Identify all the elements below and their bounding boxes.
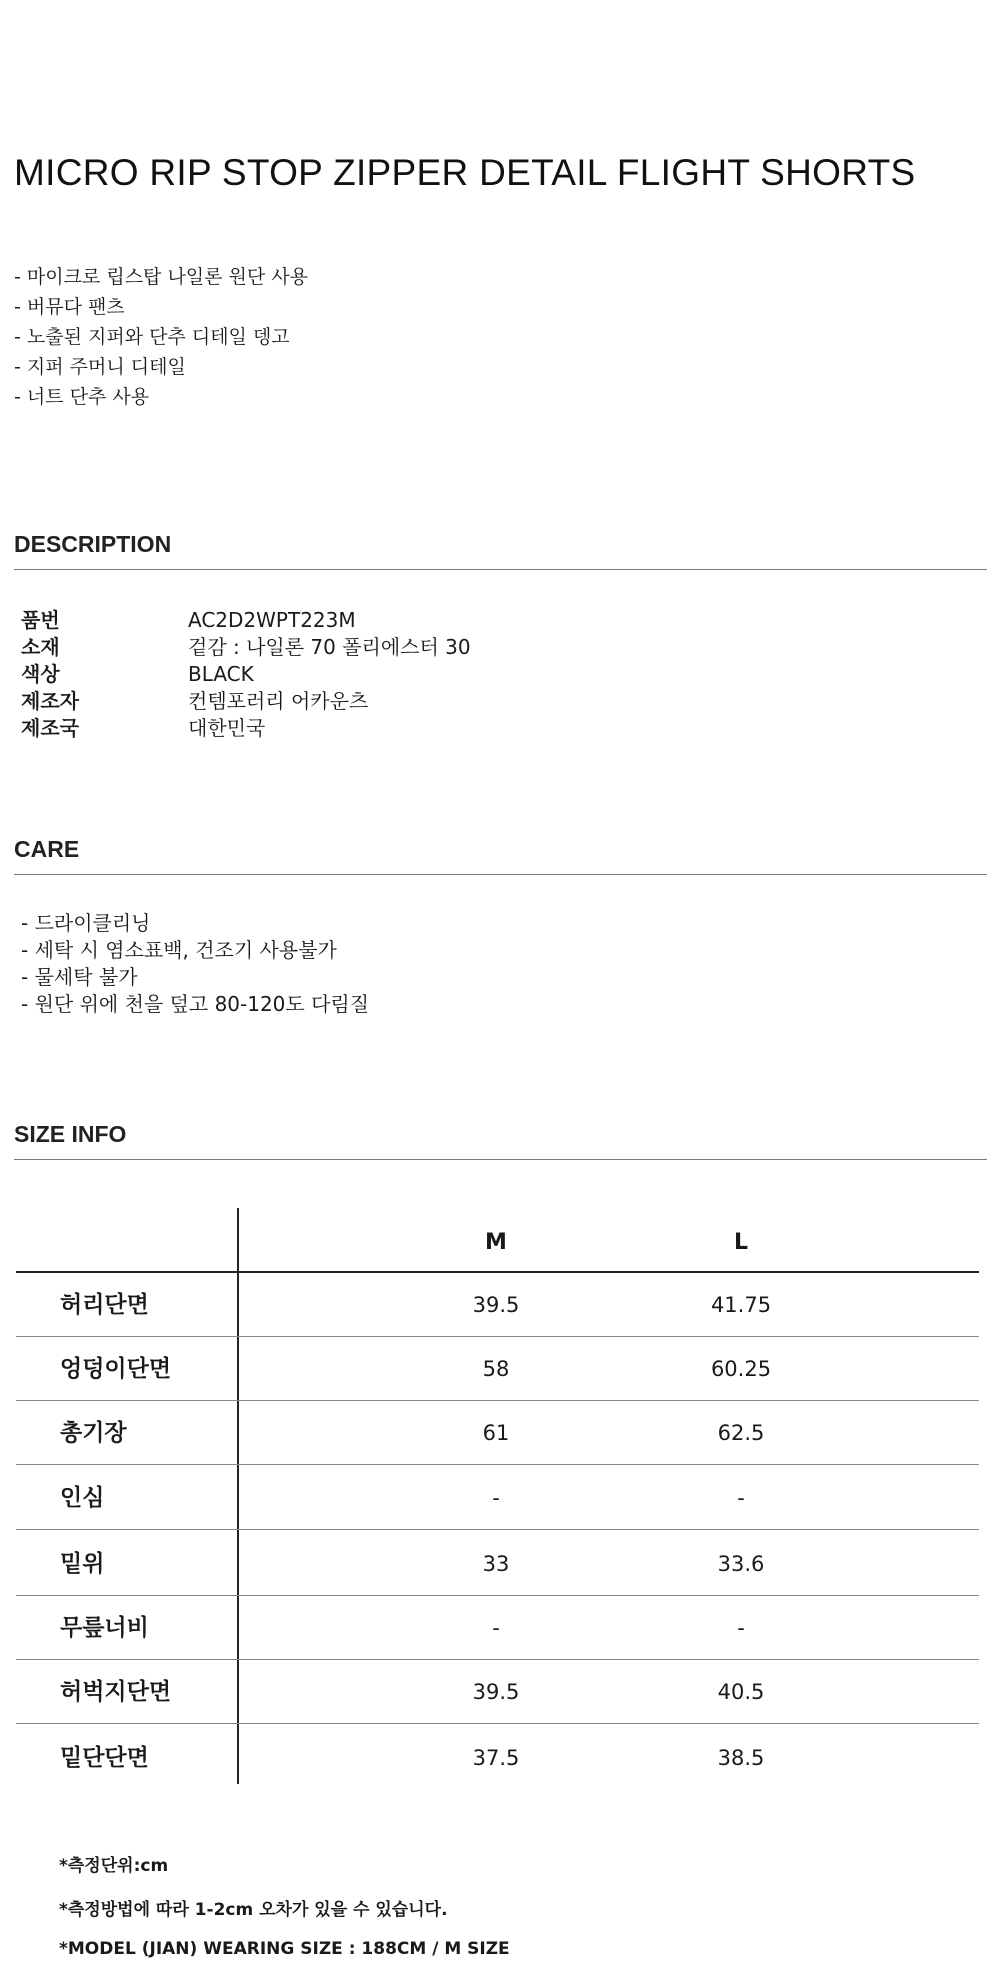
description-label: 제조자 [21, 689, 79, 713]
table-row [16, 1532, 979, 1596]
size-value-l: 41.75 [710, 1293, 772, 1317]
description-label: 소재 [21, 635, 60, 659]
table-row [16, 1596, 979, 1660]
size-row-label: 밑단단면 [60, 1745, 149, 1771]
care-item: - 드라이클리닝 [21, 911, 151, 935]
size-row-label: 총기장 [60, 1420, 127, 1446]
feature-item: - 노출된 지퍼와 단추 디테일 뎅고 [14, 326, 290, 348]
size-value-m: - [492, 1486, 500, 1510]
care-list [21, 910, 369, 1018]
size-row-label: 인심 [60, 1485, 105, 1511]
size-value-m: 33 [482, 1552, 510, 1576]
feature-item: - 버뮤다 팬츠 [14, 296, 125, 318]
size-value-l: 40.5 [717, 1680, 765, 1704]
description-heading: DESCRIPTION [14, 531, 172, 557]
table-row [16, 1401, 979, 1465]
care-heading: CARE [14, 836, 80, 862]
description-row [0, 715, 1000, 742]
size-value-l: 38.5 [717, 1746, 765, 1770]
description-divider [14, 569, 987, 570]
size-row-label: 엉덩이단면 [60, 1356, 172, 1382]
size-row-label: 허벅지단면 [60, 1679, 172, 1705]
size-column-l: L [733, 1230, 749, 1255]
size-row-label: 밑위 [60, 1551, 105, 1577]
size-value-m: - [492, 1616, 500, 1640]
description-row [0, 661, 1000, 688]
size-info-divider [14, 1159, 987, 1160]
description-row [0, 688, 1000, 715]
description-value: 대한민국 [188, 716, 266, 740]
size-note: *측정단위:cm [59, 1856, 169, 1876]
size-value-m: 37.5 [472, 1746, 520, 1770]
row-divider [16, 1529, 979, 1530]
description-value: BLACK [188, 662, 254, 686]
description-label: 품번 [21, 608, 60, 632]
care-divider [14, 874, 987, 875]
care-item: - 물세탁 불가 [21, 965, 138, 989]
row-divider [16, 1464, 979, 1465]
table-row [16, 1726, 979, 1790]
description-value: 겉감 : 나일론 70 폴리에스터 30 [188, 635, 471, 659]
product-title: MICRO RIP STOP ZIPPER DETAIL FLIGHT SHORTS [14, 152, 916, 193]
size-value-l: - [737, 1616, 745, 1640]
size-value-m: 39.5 [472, 1680, 520, 1704]
size-column-m: M [485, 1230, 507, 1255]
size-note: *측정방법에 따라 1-2cm 오차가 있을 수 있습니다. [59, 1900, 448, 1920]
table-row [16, 1337, 979, 1401]
description-value: 컨템포러리 어카운츠 [188, 689, 369, 713]
size-row-label: 무릎너비 [60, 1615, 149, 1641]
description-value: AC2D2WPT223M [188, 608, 356, 632]
description-label: 제조국 [21, 716, 79, 740]
size-note: *MODEL (JIAN) WEARING SIZE : 188CM / M SIZE [59, 1939, 510, 1959]
size-value-l: - [737, 1486, 745, 1510]
size-info-heading: SIZE INFO [14, 1121, 127, 1147]
size-value-l: 60.25 [710, 1357, 772, 1381]
size-value-l: 33.6 [717, 1552, 765, 1576]
feature-list [14, 262, 308, 412]
table-row [16, 1273, 979, 1337]
table-row [16, 1660, 979, 1724]
feature-item: - 마이크로 립스탑 나일론 원단 사용 [14, 266, 309, 288]
size-value-m: 61 [482, 1421, 510, 1445]
row-divider [16, 1723, 979, 1724]
feature-item: - 너트 단추 사용 [14, 386, 150, 408]
size-row-label: 허리단면 [60, 1292, 149, 1318]
description-row [0, 607, 1000, 634]
description-table [0, 607, 1000, 742]
size-value-m: 39.5 [472, 1293, 520, 1317]
feature-item: - 지퍼 주머니 디테일 [14, 356, 186, 378]
care-item: - 세탁 시 염소표백, 건조기 사용불가 [21, 938, 337, 962]
care-item: - 원단 위에 천을 덮고 80-120도 다림질 [21, 992, 370, 1016]
table-row [16, 1466, 979, 1530]
description-label: 색상 [21, 662, 60, 686]
description-row [0, 634, 1000, 661]
size-value-l: 62.5 [717, 1421, 765, 1445]
size-value-m: 58 [482, 1357, 510, 1381]
